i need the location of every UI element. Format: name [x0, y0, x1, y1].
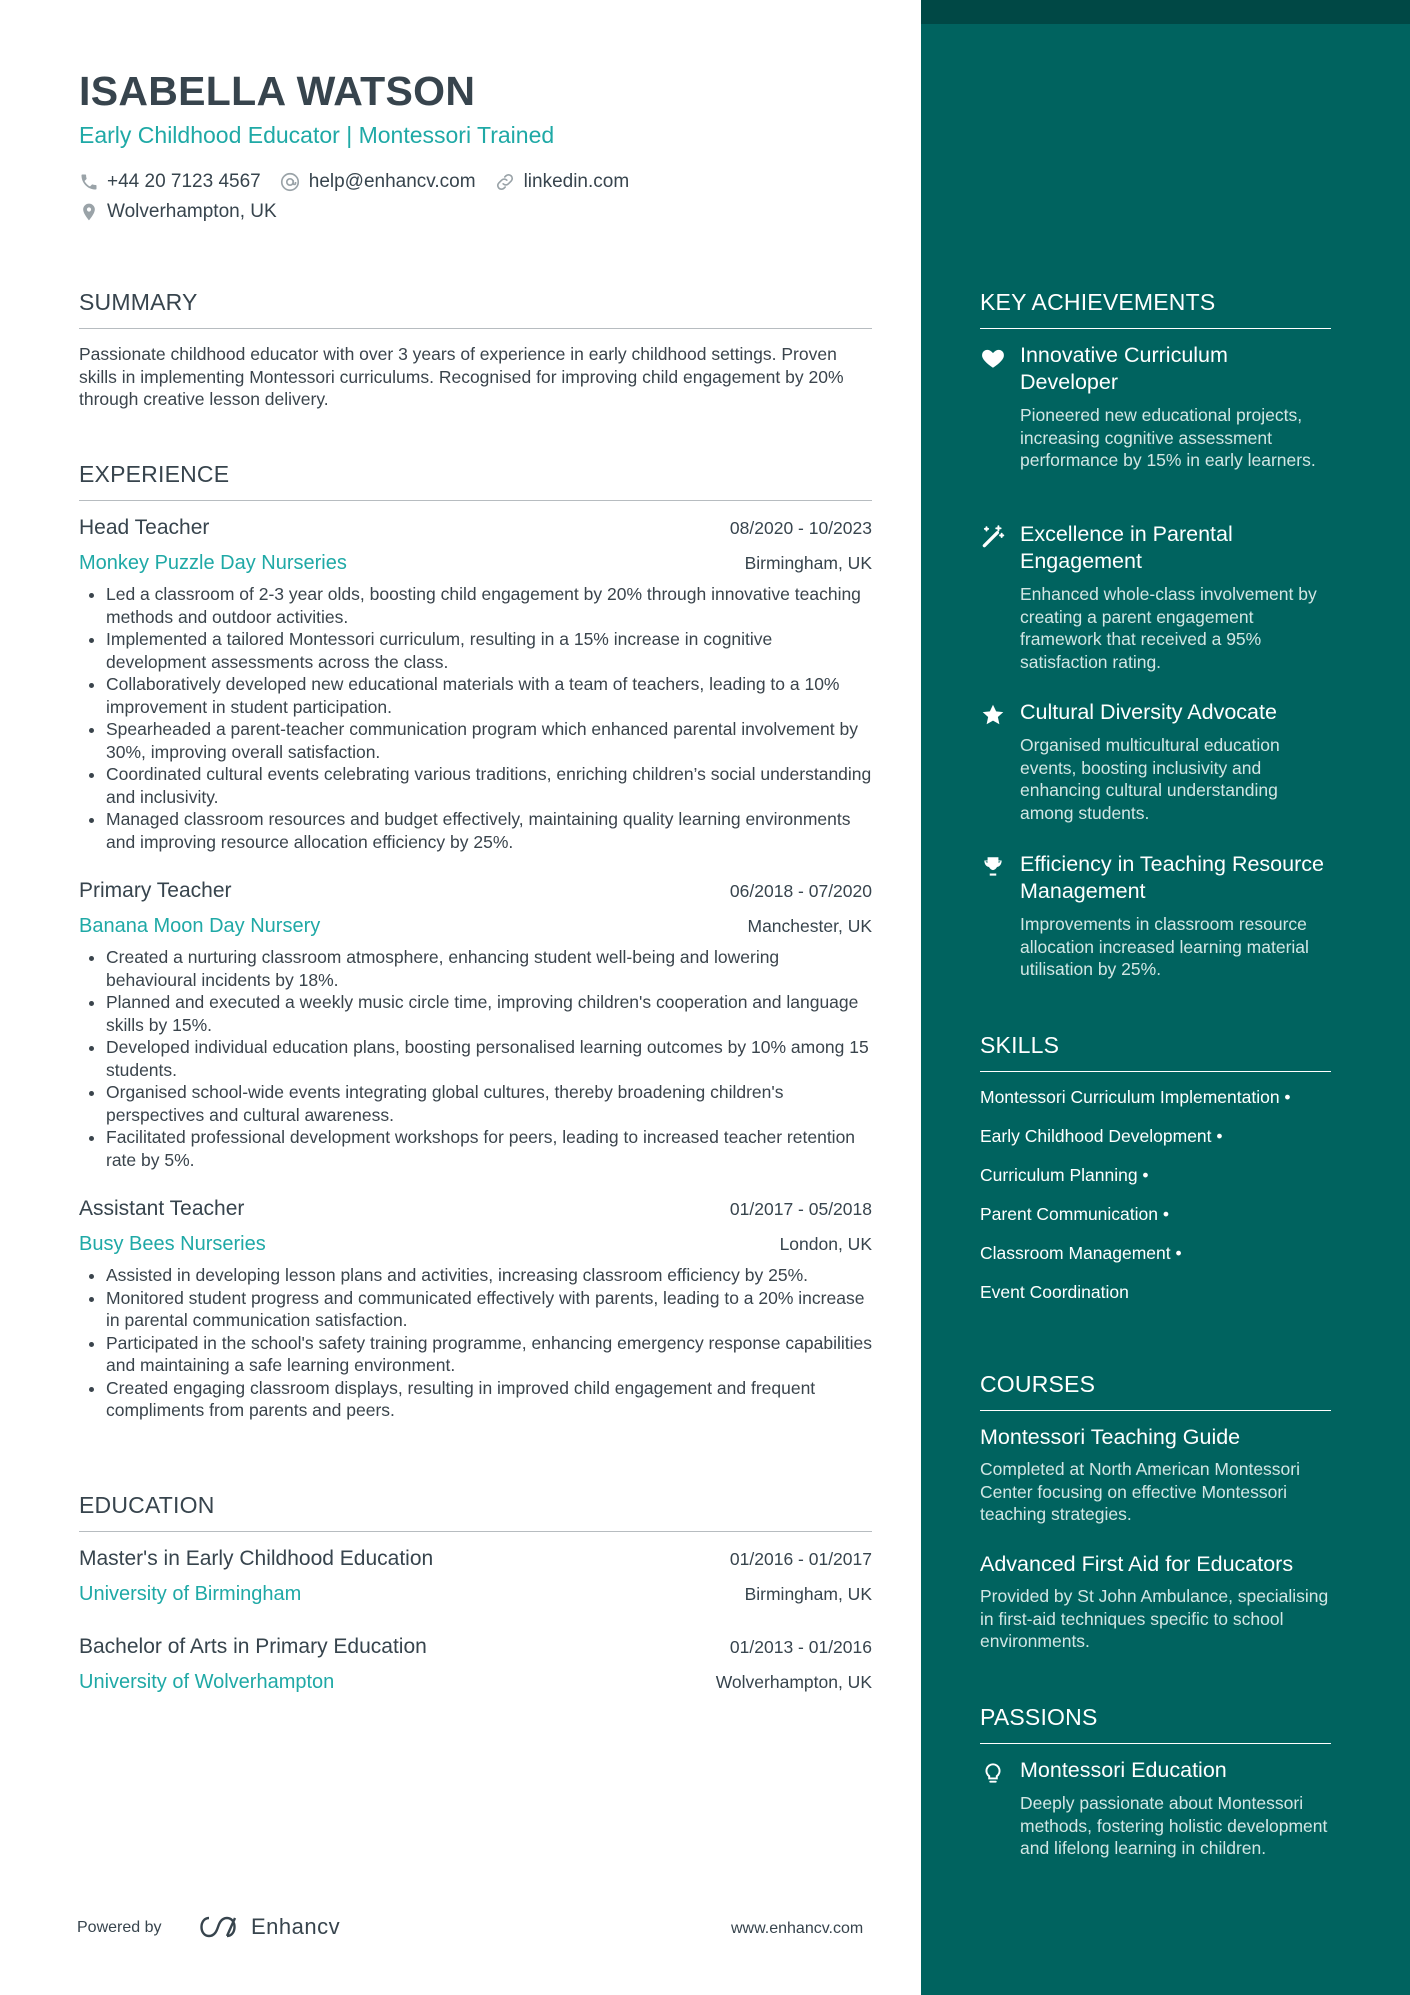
course-title: Montessori Teaching Guide	[980, 1425, 1241, 1449]
education-date: 01/2016 - 01/2017	[729, 1549, 872, 1569]
enhancv-logo-text: Enhancv	[251, 1914, 341, 1939]
school-name: University of Wolverhampton	[79, 1671, 335, 1693]
job-bullet: • Developed individual education plans, boosting personalised learning outcomes by 10% among 15 students.	[106, 1036, 872, 1081]
job-company: Banana Moon Day Nursery	[79, 915, 321, 937]
footer-url[interactable]: www.enhancv.com	[731, 1920, 864, 1937]
job-bullets	[79, 1264, 872, 1422]
course-desc: Completed at North American Montessori Center focusing on effective Montessori teaching strategies.	[980, 1459, 1300, 1524]
school-location: Birmingham, UK	[744, 1584, 872, 1604]
job-bullet: • Led a classroom of 2-3 year olds, boosting child engagement by 20% through innovative teaching methods and outdoor activities.	[106, 583, 872, 628]
job-date: 08/2020 - 10/2023	[729, 518, 872, 538]
skill-item: Early Childhood Development •	[980, 1126, 1223, 1146]
phone-text: +44 20 7123 4567	[107, 171, 261, 192]
summary-heading: SUMMARY	[79, 289, 872, 329]
job-bullet: • Planned and executed a weekly music circle time, improving children's cooperation and language skills by 15%.	[106, 991, 872, 1036]
job-bullet: • Spearheaded a parent-teacher communication program which enhanced parental involvement by 30%, improving overall satisfaction.	[106, 718, 872, 763]
job-entry	[79, 1197, 872, 1422]
job-bullet: • Assisted in developing lesson plans and activities, increasing classroom efficiency by 25%.	[106, 1264, 872, 1287]
enhancv-logo[interactable]	[195, 1914, 340, 1940]
job-bullet: • Implemented a tailored Montessori curriculum, resulting in a 15% increase in cognitive development assessments across the class.	[106, 628, 872, 673]
achievement-title: Efficiency in Teaching Resource Management	[1020, 852, 1324, 903]
enhancv-logo-icon	[195, 1914, 241, 1940]
course-desc: Provided by St John Ambulance, specialising in first-aid techniques specific to school environments.	[980, 1586, 1329, 1651]
job-location: Birmingham, UK	[744, 553, 872, 573]
location-pin-icon	[79, 201, 99, 223]
contact-phone[interactable]	[79, 171, 261, 193]
job-date: 01/2017 - 05/2018	[729, 1199, 872, 1219]
job-bullet: • Coordinated cultural events celebrating various traditions, enriching children’s social understanding and inclusivity.	[106, 763, 872, 808]
job-bullet: • Managed classroom resources and budget effectively, maintaining quality learning environments and improving resource allocation efficiency by 25%.	[106, 808, 872, 853]
job-bullet: • Monitored student progress and communicated effectively with parents, leading to a 20% increase in parental communication satisfaction.	[106, 1287, 872, 1332]
course-title: Advanced First Aid for Educators	[980, 1552, 1294, 1576]
achievement-item	[980, 342, 1331, 472]
passion-title: Montessori Education	[1020, 1758, 1227, 1782]
magic-wand-icon	[980, 524, 1006, 550]
contact-row	[79, 171, 647, 193]
job-bullets	[79, 946, 872, 1171]
passions-heading: PASSIONS	[980, 1704, 1331, 1744]
candidate-subtitle: Early Childhood Educator | Montessori Trained	[79, 122, 555, 148]
job-bullet: • Created engaging classroom displays, resulting in improved child engagement and frequent compliments from parents and peers.	[106, 1377, 872, 1422]
job-bullets	[79, 583, 872, 853]
course-item	[980, 1425, 1331, 1526]
course-item	[980, 1552, 1331, 1653]
skill-item: Curriculum Planning •	[980, 1165, 1149, 1185]
skill-item: Parent Communication •	[980, 1204, 1169, 1224]
location-text: Wolverhampton, UK	[107, 201, 277, 222]
job-bullet: • Collaboratively developed new educational materials with a team of teachers, leading to a 10% improvement in student participation.	[106, 673, 872, 718]
contact-linkedin[interactable]	[494, 171, 630, 193]
achievement-desc: Enhanced whole-class involvement by creating a parent engagement framework that received a 95% satisfaction rating.	[1020, 584, 1317, 672]
achievement-desc: Improvements in classroom resource allocation increased learning material utilisation by 25%.	[1020, 914, 1309, 979]
job-location: Manchester, UK	[747, 916, 872, 936]
courses-heading: COURSES	[980, 1371, 1331, 1411]
achievement-item	[980, 699, 1331, 824]
education-entry	[79, 1547, 872, 1606]
job-bullet: • Participated in the school's safety training programme, enhancing emergency response capabilities and maintaining a safe learning environment.	[106, 1332, 872, 1377]
achievement-item	[980, 521, 1331, 673]
job-entry	[79, 516, 872, 853]
trophy-icon	[980, 854, 1006, 880]
passion-desc: Deeply passionate about Montessori methods, fostering holistic development and lifelong learning in children.	[1020, 1793, 1328, 1858]
job-bullet: • Facilitated professional development workshops for peers, leading to increased teacher retention rate by 5%.	[106, 1126, 872, 1171]
achievement-title: Cultural Diversity Advocate	[1020, 700, 1277, 724]
email-text: help@enhancv.com	[308, 171, 476, 192]
skill-item: Classroom Management •	[980, 1243, 1182, 1263]
lightbulb-icon	[980, 1760, 1006, 1786]
school-location: Wolverhampton, UK	[715, 1672, 872, 1692]
job-location: London, UK	[779, 1234, 872, 1254]
achievement-item	[980, 851, 1331, 981]
job-company: Busy Bees Nurseries	[79, 1233, 266, 1255]
phone-icon	[79, 172, 99, 192]
achievements-heading: KEY ACHIEVEMENTS	[980, 289, 1331, 329]
education-entry	[79, 1635, 872, 1694]
job-title: Primary Teacher	[79, 879, 232, 902]
school-name: University of Birmingham	[79, 1583, 302, 1605]
at-icon	[279, 171, 301, 193]
sidebar-top-bar	[921, 0, 1410, 24]
degree-title: Master's in Early Childhood Education	[79, 1547, 434, 1570]
skill-item: Event Coordination	[980, 1282, 1129, 1302]
heart-icon	[980, 345, 1006, 371]
job-company: Monkey Puzzle Day Nurseries	[79, 552, 347, 574]
education-heading: EDUCATION	[79, 1492, 872, 1532]
powered-by-label: Powered by	[77, 1919, 162, 1936]
job-title: Assistant Teacher	[79, 1197, 245, 1220]
link-icon	[494, 171, 516, 193]
degree-title: Bachelor of Arts in Primary Education	[79, 1635, 427, 1658]
linkedin-text: linkedin.com	[523, 171, 630, 192]
achievement-desc: Organised multicultural education events, boosting inclusivity and enhancing cultural understanding among students.	[1020, 735, 1280, 823]
job-bullet: • Created a nurturing classroom atmosphere, enhancing student well-being and lowering behavioural incidents by 18%.	[106, 946, 872, 991]
job-title: Head Teacher	[79, 516, 210, 539]
achievement-desc: Pioneered new educational projects, increasing cognitive assessment performance by 15% in early learners.	[1020, 405, 1316, 470]
candidate-name: ISABELLA WATSON	[79, 68, 476, 114]
achievement-title: Innovative Curriculum Developer	[1020, 343, 1228, 394]
job-entry	[79, 879, 872, 1171]
education-date: 01/2013 - 01/2016	[729, 1637, 872, 1657]
contact-email[interactable]	[279, 171, 476, 193]
contact-location	[79, 201, 277, 223]
star-icon	[980, 702, 1006, 728]
achievement-title: Excellence in Parental Engagement	[1020, 522, 1233, 573]
experience-heading: EXPERIENCE	[79, 461, 872, 501]
job-bullet: • Organised school-wide events integrating global cultures, thereby broadening children's perspectives and cultural awareness.	[106, 1081, 872, 1126]
summary-text: Passionate childhood educator with over 3 years of experience in early childhood settings. Proven skills in implementing Montessori curriculums. Recognised for improving child engagement by 20% through creative lesson delivery.	[79, 344, 844, 409]
skill-item: Montessori Curriculum Implementation •	[980, 1087, 1291, 1107]
job-date: 06/2018 - 07/2020	[729, 881, 872, 901]
passion-item	[980, 1757, 1331, 1860]
skills-heading: SKILLS	[980, 1032, 1331, 1072]
contact-row-2	[79, 201, 295, 223]
